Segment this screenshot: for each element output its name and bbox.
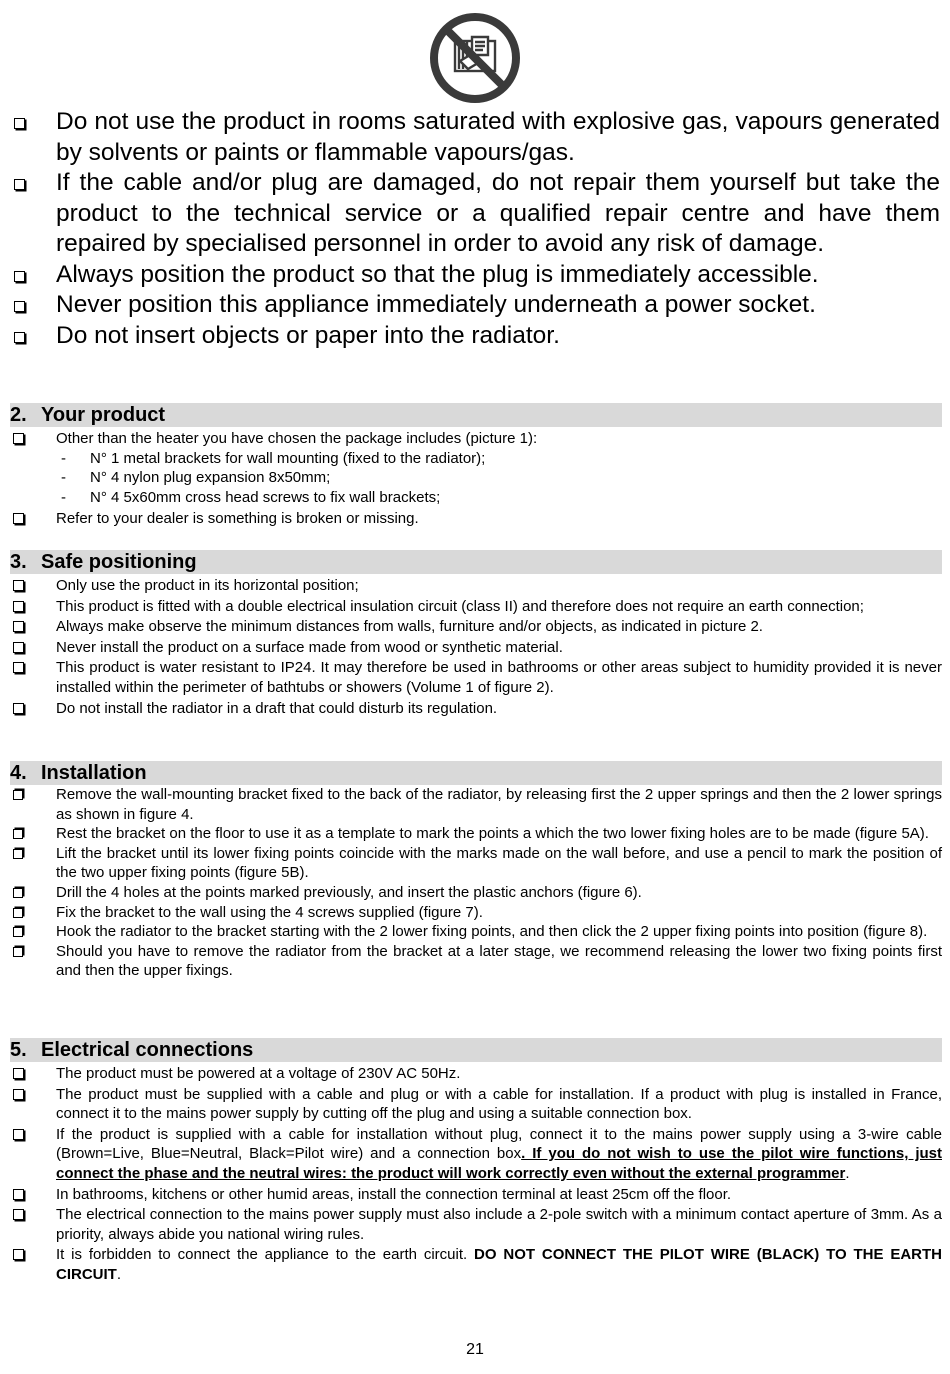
checkbox-bullet-icon [14, 271, 25, 282]
checkbox-bullet-icon [13, 908, 23, 918]
list-item: If the product is supplied with a cable for installation without plug, connect it to the mains power supply using a 3-wire cable (Brown=Live, Blue=Neutral, Black=Pilot wire) and a connection box. If you do not wish to use the pilot wire functions, just connect the phase and the neutral wires: the product will work correctly even without the external programmer. [10, 1125, 942, 1184]
warning-item: Do not use the product in rooms saturated with explosive gas, vapours generated by solvents or paints or flammable vapours/gas. [10, 107, 940, 168]
list-item: Other than the heater you have chosen the package includes (picture 1): [10, 429, 942, 449]
checkbox-bullet-icon [13, 513, 24, 524]
checkbox-bullet-icon [13, 601, 24, 612]
sub-list-item: - N° 4 5x60mm cross head screws to fix wall brackets; [61, 488, 441, 506]
list-item: It is forbidden to connect the appliance to the earth circuit. DO NOT CONNECT THE PILOT WIRE (BLACK) TO THE EARTH CIRCUIT. [10, 1245, 942, 1284]
list-item: Lift the bracket until its lower fixing points coincide with the marks made on the wall before, and use a pencil to mark the position of the two upper fixing points (figure 5B). [10, 844, 942, 883]
checkbox-bullet-icon [14, 301, 25, 312]
checkbox-bullet-icon [13, 1249, 24, 1260]
list-item: Only use the product in its horizontal position; [10, 576, 942, 596]
list-item: This product is water resistant to IP24. It may therefore be used in bathrooms or other areas subject to humidity provided it is never installed within the perimeter of bathtubs or showers (Volume 1 of figure 2). [10, 658, 942, 697]
warning-item: Do not insert objects or paper into the radiator. [10, 321, 940, 352]
sub-list-item: - N° 1 metal brackets for wall mounting (fixed to the radiator); [61, 449, 486, 467]
warning-item: Always position the product so that the plug is immediately accessible. [10, 260, 940, 291]
checkbox-bullet-icon [13, 927, 23, 937]
checkbox-bullet-icon [13, 790, 23, 800]
list-item: The product must be powered at a voltage of 230V AC 50Hz. [10, 1064, 942, 1084]
checkbox-bullet-icon [13, 1189, 24, 1200]
checkbox-bullet-icon [14, 332, 25, 343]
checkbox-bullet-icon [13, 947, 23, 957]
no-paper-into-radiator-icon [428, 11, 522, 105]
page-number: 21 [466, 1341, 484, 1358]
list-item: Rest the bracket on the floor to use it as a template to mark the points a which the two lower fixing holes are to be made (figure 5A). [10, 824, 942, 844]
section-heading: 2. Your product [10, 403, 942, 427]
list-item: Remove the wall-mounting bracket fixed to the back of the radiator, by releasing first the 2 upper springs and then the 2 lower springs as shown in figure 4. [10, 785, 942, 824]
list-item: This product is fitted with a double electrical insulation circuit (class II) and therefore does not require an earth connection; [10, 597, 942, 617]
section-installation [10, 761, 942, 981]
list-item: Fix the bracket to the wall using the 4 screws supplied (figure 7). [10, 903, 942, 923]
warning-item: Never position this appliance immediately underneath a power socket. [10, 290, 940, 321]
checkbox-bullet-icon [14, 179, 25, 190]
checkbox-bullet-icon [13, 662, 24, 673]
section-heading: 5. Electrical connections [10, 1038, 942, 1062]
list-item: Should you have to remove the radiator from the bracket at a later stage, we recommend releasing the lower two fixing points first and then the upper fixings. [10, 942, 942, 981]
section-your-product [10, 403, 942, 529]
list-item: The product must be supplied with a cable and plug or with a cable for installation. If a product with plug is installed in France, connect it to the mains power supply by cutting off the plug and using a suitable connection box. [10, 1085, 942, 1124]
checkbox-bullet-icon [13, 703, 24, 714]
list-item: Do not install the radiator in a draft that could disturb its regulation. [10, 699, 942, 719]
checkbox-bullet-icon [13, 1068, 24, 1079]
list-item: Hook the radiator to the bracket starting with the 2 lower fixing points, and then click the 2 upper fixing points into position (figure 8). [10, 922, 942, 942]
checkbox-bullet-icon [13, 580, 24, 591]
section-heading: 3. Safe positioning [10, 550, 942, 574]
checkbox-bullet-icon [13, 888, 23, 898]
checkbox-bullet-icon [13, 1089, 24, 1100]
checkbox-bullet-icon [13, 642, 24, 653]
list-item: The electrical connection to the mains power supply must also include a 2-pole switch with a minimum contact aperture of 3mm. As a priority, always abide you national wiring rules. [10, 1205, 942, 1244]
section-safe-positioning [10, 550, 942, 718]
list-item: Never install the product on a surface made from wood or synthetic material. [10, 638, 942, 658]
sub-list-item: - N° 4 nylon plug expansion 8x50mm; [61, 469, 331, 487]
checkbox-bullet-icon [14, 118, 25, 129]
checkbox-bullet-icon [13, 829, 23, 839]
list-item: In bathrooms, kitchens or other humid areas, install the connection terminal at least 25cm off the floor. [10, 1185, 942, 1205]
safety-warnings-list [10, 107, 940, 351]
checkbox-bullet-icon [13, 433, 24, 444]
list-item: Drill the 4 holes at the points marked previously, and insert the plastic anchors (figure 6). [10, 883, 942, 903]
checkbox-bullet-icon [13, 849, 23, 859]
checkbox-bullet-icon [13, 1209, 24, 1220]
section-heading: 4. Installation [10, 761, 942, 785]
checkbox-bullet-icon [13, 621, 24, 632]
section-electrical-connections [10, 1038, 942, 1285]
warning-item: If the cable and/or plug are damaged, do not repair them yourself but take the product to the technical service or a qualified repair centre and have them repaired by specialised personnel in order to avoid any risk of damage. [10, 168, 940, 260]
checkbox-bullet-icon [13, 1129, 24, 1140]
list-item: Refer to your dealer is something is broken or missing. [10, 509, 942, 529]
list-item: Always make observe the minimum distances from walls, furniture and/or objects, as indicated in picture 2. [10, 617, 942, 637]
